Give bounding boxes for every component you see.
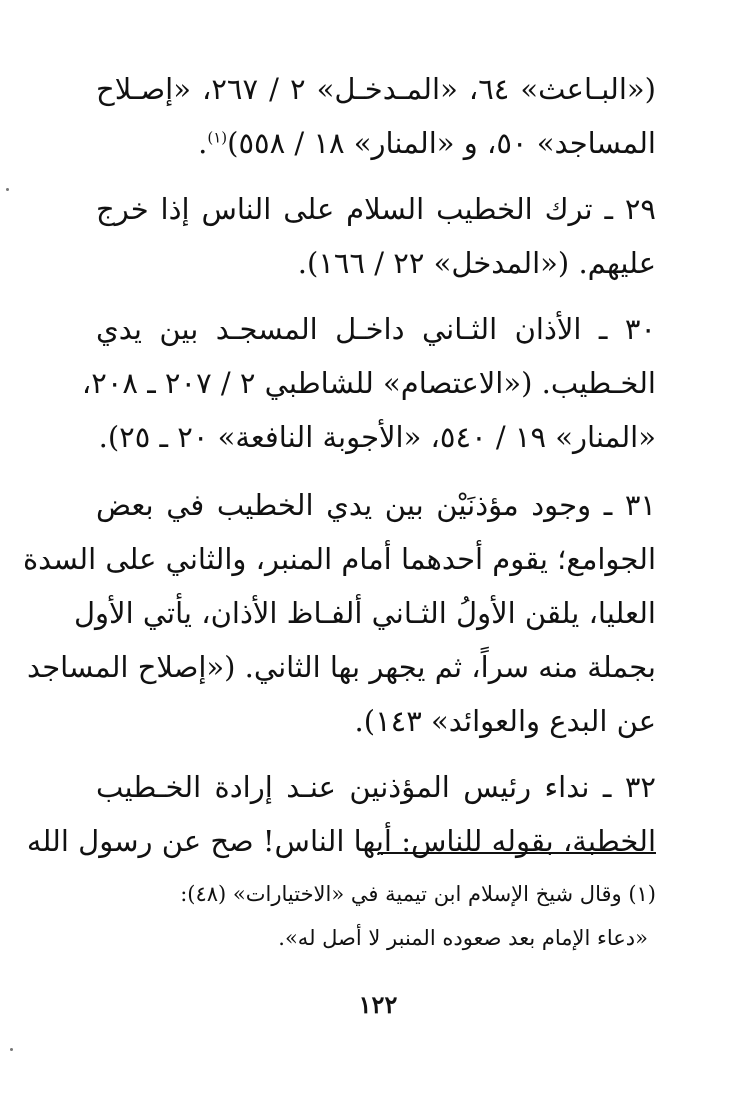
text-line: ٣١ ـ وجود مؤذنَيْن بين يدي الخطيب في بعض [96,488,656,522]
text-line [96,116,656,170]
footnote-ref[interactable]: (١) [207,128,228,147]
text-line: («البـاعث» ٦٤، «المـدخـل» ٢ / ٢٦٧، «إصـلاح [96,72,656,106]
text-line: ٣٢ ـ نداء رئيس المؤذنين عنـد إرادة الخـطيب [96,770,656,804]
scan-speck [10,1048,13,1051]
text-line: الخـطيب. («الاعتصام» للشاطبي ٢ / ٢٠٧ ـ ٢٠٨، [81,366,656,400]
paragraph-31 [22,478,656,748]
text-line: ٢٩ ـ ترك الخطيب السلام على الناس إذا خرج [96,192,656,226]
text-line: الخطبة، بقوله للناس: أيها الناس! صح عن رسول الله [26,824,656,858]
text-line: العليا، يلقن الأولُ الثـاني ألفـاظ الأذان، يأتي الأول [73,596,656,630]
page-body [22,62,656,880]
text-line: ٣٠ ـ الأذان الثـاني داخـل المسجـد بين يدي [96,312,656,346]
footnote-line: (١) وقال شيخ الإسلام ابن تيمية في «الاختيارات» (٤٨): [180,882,656,906]
footnote-divider [378,852,656,854]
footnotes [180,872,656,960]
footnote-line: «دعاء الإمام بعد صعوده المنبر لا أصل له». [278,926,648,950]
scan-speck [6,188,9,191]
text-line: عن البدع والعوائد» ١٤٣). [354,704,656,738]
paragraph-30 [81,302,656,464]
text-line: بجملة منه سراً، ثم يجهر بها الثاني. («إصلاح المساجد [26,650,656,684]
paragraph-29 [96,182,656,290]
text-segment: . [198,126,208,160]
text-line: الجوامع؛ يقوم أحدهما أمام المنبر، والثاني على السدة [22,542,656,576]
page-number: ١٢٢ [358,990,398,1019]
text-segment: المساجد» ٥٠، و «المنار» ١٨ / ٥٥٨) [227,126,656,160]
text-line: عليهم. («المدخل» ٢٢ / ١٦٦). [297,246,656,280]
text-line: «المنار» ١٩ / ٥٤٠، «الأجوبة النافعة» ٢٠ ـ ٢٥). [98,420,656,454]
paragraph-sources [96,62,656,170]
